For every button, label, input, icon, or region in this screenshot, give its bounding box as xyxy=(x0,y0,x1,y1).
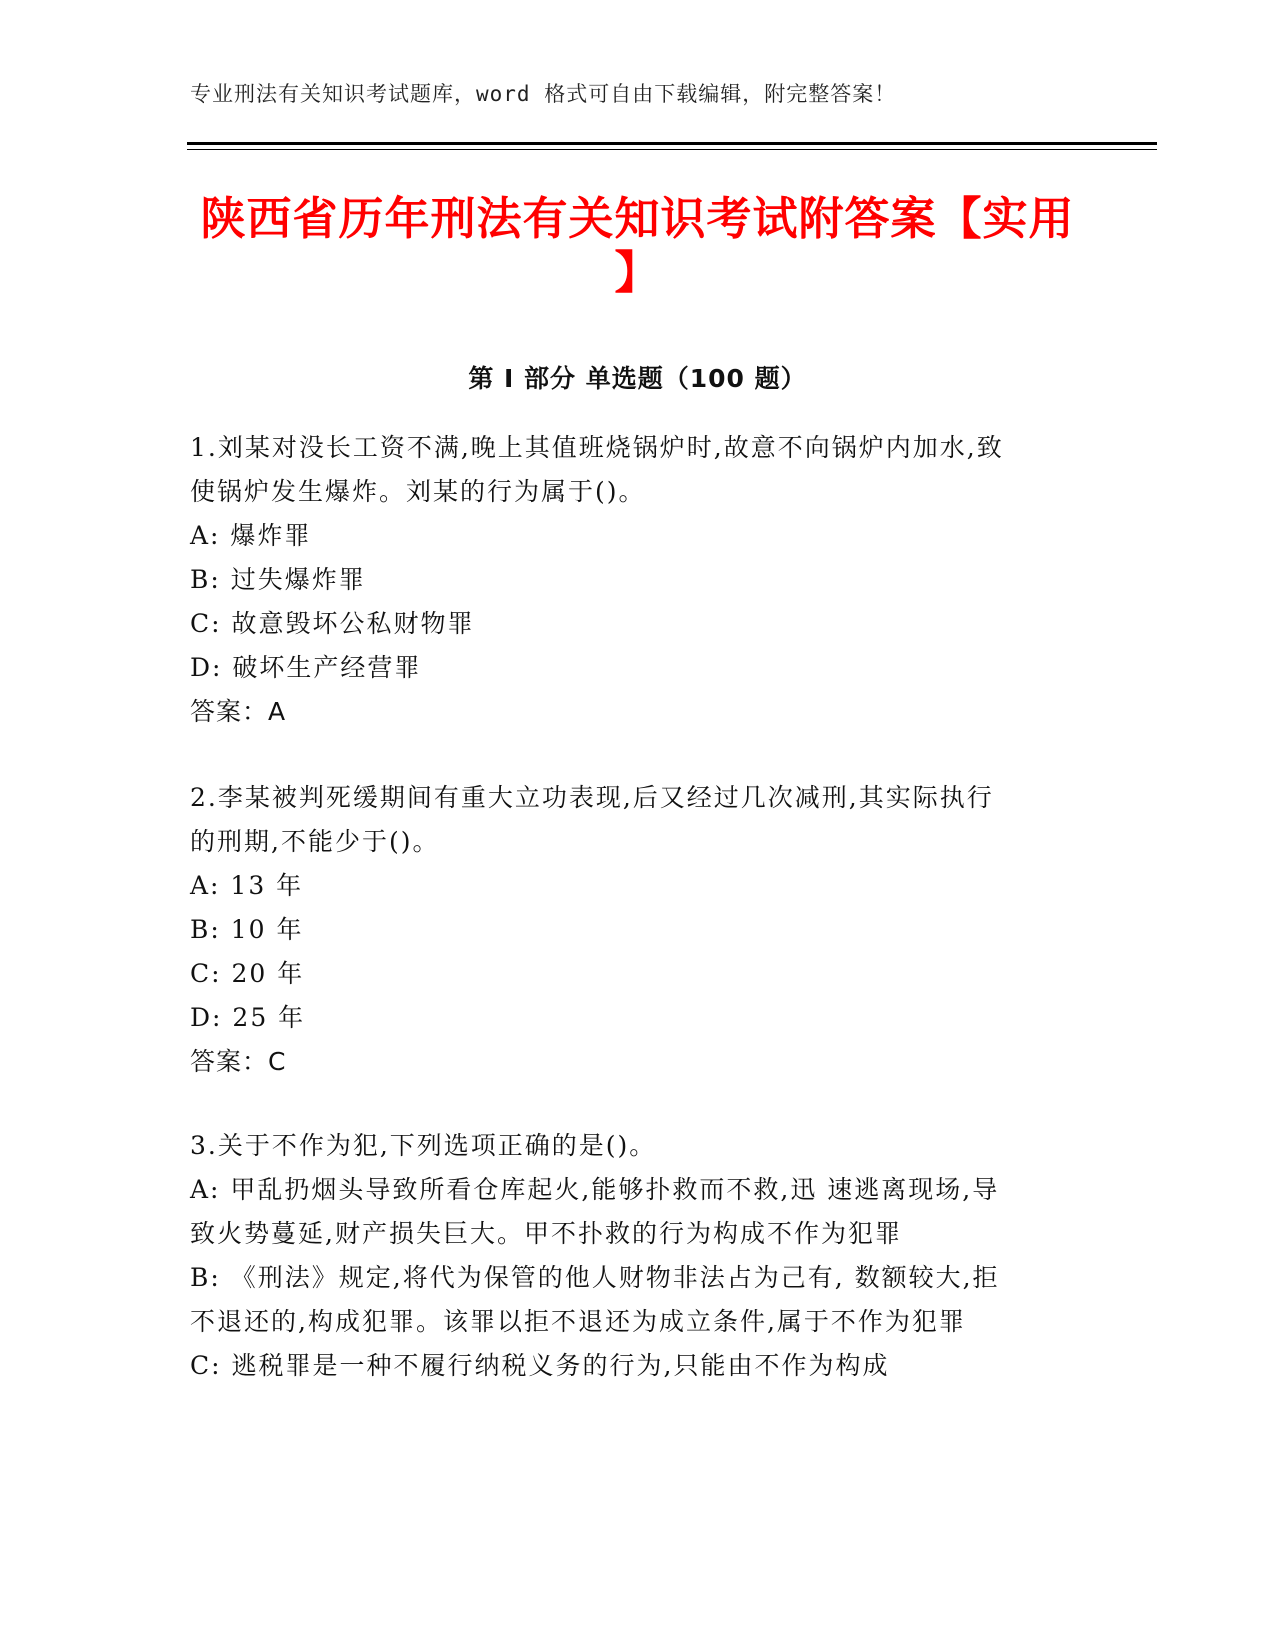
title-line-1: 陕西省历年刑法有关知识考试附答案【实用 xyxy=(200,192,1075,245)
question-3-option-c: C: 逃税罪是一种不履行纳税义务的行为,只能由不作为构成 xyxy=(190,1351,890,1380)
question-1-answer: 答案：A xyxy=(190,697,287,726)
question-3-option-a-line-1: A: 甲乱扔烟头导致所看仓库起火,能够扑救而不救,迅 速逃离现场,导 xyxy=(190,1175,1000,1204)
question-1-option-b: B: 过失爆炸罪 xyxy=(190,565,366,594)
question-2-stem-line-2: 的刑期,不能少于()。 xyxy=(190,827,440,856)
question-1-option-d: D: 破坏生产经营罪 xyxy=(190,653,422,682)
question-2-option-c: C: 20 年 xyxy=(190,959,305,988)
question-3-option-b-line-1: B: 《刑法》规定,将代为保管的他人财物非法占为己有, 数额较大,拒 xyxy=(190,1263,1000,1292)
section-title: 第 I 部分 单选题（100 题） xyxy=(468,364,807,393)
question-2-option-d: D: 25 年 xyxy=(190,1003,306,1032)
question-2-stem-line-1: 2.李某被判死缓期间有重大立功表现,后又经过几次减刑,其实际执行 xyxy=(190,783,994,812)
question-2-option-b: B: 10 年 xyxy=(190,915,304,944)
question-1-stem-line-2: 使锅炉发生爆炸。刘某的行为属于()。 xyxy=(190,477,646,506)
header-rule-thick xyxy=(187,142,1157,145)
question-1-option-a: A: 爆炸罪 xyxy=(190,521,312,550)
question-3-stem-line-1: 3.关于不作为犯,下列选项正确的是()。 xyxy=(190,1131,657,1160)
question-3-option-b-line-2: 不退还的,构成犯罪。该罪以拒不退还为成立条件,属于不作为犯罪 xyxy=(190,1307,966,1336)
header-rule-thin xyxy=(187,149,1157,150)
header-note: 专业刑法有关知识考试题库，word 格式可自由下载编辑，附完整答案！ xyxy=(190,82,897,106)
question-2-option-a: A: 13 年 xyxy=(190,871,304,900)
document-title xyxy=(130,192,1145,300)
question-2-answer: 答案：C xyxy=(190,1047,287,1076)
question-1-stem-line-1: 1.刘某对没长工资不满,晚上其值班烧锅炉时,故意不向锅炉内加水,致 xyxy=(190,433,1004,462)
title-line-2: 】 xyxy=(614,246,661,299)
question-3-option-a-line-2: 致火势蔓延,财产损失巨大。甲不扑救的行为构成不作为犯罪 xyxy=(190,1219,902,1248)
question-1-option-c: C: 故意毁坏公私财物罪 xyxy=(190,609,475,638)
